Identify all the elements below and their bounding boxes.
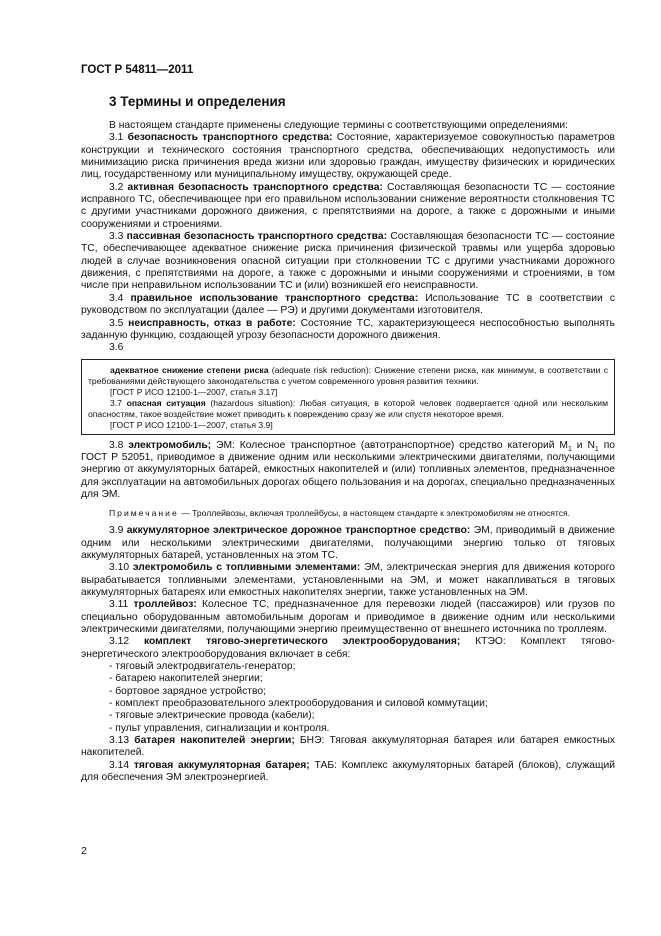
term-3-1 xyxy=(81,132,615,181)
quoted-definitions-box xyxy=(81,359,615,435)
term-name: пассивная безопасность транспортного средства: xyxy=(126,231,388,243)
term-name: неисправность, отказ в работе: xyxy=(128,317,296,329)
box-term: опасная ситуация xyxy=(126,397,206,408)
term-definition-part: и N xyxy=(571,439,595,451)
term-number: 3.12 xyxy=(109,636,130,648)
term-name: правильное использование транспортного средства: xyxy=(130,292,419,304)
term-name: аккумуляторное электрическое дорожное транспортное средство: xyxy=(126,525,471,537)
term-3-10 xyxy=(81,562,615,599)
term-number: 3.1 xyxy=(109,132,124,144)
term-definition: ТАБ: Комплекс аккумуляторных батарей (блоков), служащий для обеспечения ЭМ электроэнергией. xyxy=(81,759,615,784)
term-number: 3.11 xyxy=(109,599,129,611)
box-definition-text: (adequate risk reduction): Снижение степени риска, как минимум, в соответствии с требованиями действующего законодательства с учетом современного уровня развития техники. xyxy=(88,364,609,386)
term-number: 3.10 xyxy=(109,562,130,574)
term-definition: ЭМ, электрическая энергия для движения которого вырабатывается топливными элементами, установленными на ЭМ, и может накапливаться в тяговых аккумуляторных батареях или емкостных накопителях энергии, также установленных на ЭМ. xyxy=(81,562,615,598)
document-code: ГОСТ Р 54811—2011 xyxy=(81,64,194,76)
term-3-14 xyxy=(81,760,615,785)
page-number: 2 xyxy=(81,845,87,857)
box-definition-2 xyxy=(88,398,608,420)
term-name: батарея накопителей энергии; xyxy=(134,735,295,747)
note-paragraph xyxy=(81,508,615,519)
note-text: — Троллейвозы, включая троллейбусы, в настоящем стандарте к электромобилям не относятся. xyxy=(178,508,571,519)
term-name: комплект тягово-энергетического электрооборудования; xyxy=(143,636,461,648)
term-name: электромобиль с топливными элементами: xyxy=(132,562,361,574)
note-label: Примечание xyxy=(109,508,179,519)
term-3-3 xyxy=(81,231,615,293)
term-definition: Составляющая безопасности ТС — состояние исправного ТС, обеспечивающее при его правильном использовании снижение вероятности столкновения ТС с другими участниками дорожного движения, с препятствиями на дороге, а также с дорожными и иными сооружениями и строениями. xyxy=(81,181,615,230)
term-3-11 xyxy=(81,599,615,636)
list-item: - комплект преобразовательного электрооборудования и силовой коммутации; xyxy=(109,698,488,710)
term-number: 3.8 xyxy=(109,439,124,451)
term-3-13 xyxy=(81,735,615,760)
term-definition-part: по ГОСТ Р 52051, приводимое в движение одним или несколькими электрическими двигателями, получающими энергию от аккумуляторных батарей, емкостных накопителей и (или) топливных элементов, предназначенное для эксплуатации на автомобильных дорогах общего пользования и на дорогах, специально предназначенных для ЭМ. xyxy=(81,439,615,500)
term-number: 3.5 xyxy=(109,317,124,329)
term-3-5 xyxy=(81,318,615,343)
box-definition-text: (hazardous situation): Любая ситуация, в которой человек подвергается одной или нескольким опасностям, такое воздействие может приводить к повреждению сразу же или спустя некоторое время. xyxy=(88,397,609,419)
term-3-9 xyxy=(81,525,615,562)
box-reference-2: [ГОСТ Р ИСО 12100-1—2007, статья 3.9] xyxy=(110,419,273,430)
term-definition: Составляющая безопасности ТС — состояние ТС, обеспечивающее адекватное снижение риска причинения физической травмы или ущерба здоровью людей в случае возникновения опасной ситуации при столкновении ТС с другими участниками дорожного движения, с препятствиями на дороге, а также с дорожными и иными сооружениями и строениями, в том числе при неправильном использовании ТС и (или) возникшей его неисправности. xyxy=(81,231,615,292)
term-definition: Колесное ТС, предназначенное для перевозки людей (пассажиров) или грузов по специально оборудованным автомобильным дорогам и приводимое в движение одним или несколькими электрическими двигателями, получающими энергию преимущественно от внешнего источника по троллеям. xyxy=(81,599,615,635)
term-definition-part: ЭМ: Колесное транспортное (автотранспортное) средство категорий M xyxy=(211,439,568,451)
intro-paragraph: В настоящем стандарте применены следующие термины с соответствующими определениями: xyxy=(109,120,569,131)
term-definition: Использование ТС в соответствии с руководством по эксплуатации (далее — РЭ) и другими документами изготовителя. xyxy=(81,292,615,317)
term-3-2 xyxy=(81,182,615,231)
term-3-12 xyxy=(81,636,615,661)
term-number: 3.4 xyxy=(109,292,124,304)
section-title: 3 Термины и определения xyxy=(109,94,286,109)
term-number: 3.3 xyxy=(109,231,124,243)
term-name: безопасность транспортного средства: xyxy=(127,132,333,144)
term-definition: ЭМ, приводимый в движение одним или несколькими электрическими двигателями, получающими энергию только от тяговых аккумуляторных батарей, установленных на этом ТС. xyxy=(81,525,615,561)
term-definition: Состояние, характеризуемое совокупностью параметров конструкции и технического состояния транспортного средства, обеспечивающих недопустимость или минимизацию риска причинения вреда жизни или здоровью граждан, имуществу физических и юридических лиц, государственному или муниципальному имуществу, окружающей среде. xyxy=(81,132,616,181)
box-term-number: 3.7 xyxy=(110,397,122,408)
document-body xyxy=(81,120,615,784)
box-term: адекватное снижение степени риска xyxy=(110,364,269,375)
term-name: троллейвоз: xyxy=(133,599,197,611)
ktéo-components-list xyxy=(81,661,615,735)
note-block xyxy=(81,508,615,519)
term-3-6-number: 3.6 xyxy=(109,342,124,354)
list-item: - батарею накопителей энергии; xyxy=(109,673,263,685)
term-definition: КТЭО: Комплект тягово-энергетического электрооборудования включает в себя: xyxy=(81,636,615,660)
term-number: 3.13 xyxy=(109,735,130,747)
term-3-4 xyxy=(81,293,615,318)
term-number: 3.14 xyxy=(109,759,130,771)
list-item: - пульт управления, сигнализации и контроля. xyxy=(109,722,330,734)
term-name: электромобиль; xyxy=(128,439,212,451)
term-definition: БНЭ: Тяговая аккумуляторная батарея или батарея емкостных накопителей. xyxy=(81,735,615,759)
term-3-8 xyxy=(81,440,615,502)
category-subscript: 1 xyxy=(568,445,572,453)
term-definition: Состояние ТС, характеризующееся неспособностью выполнять заданную функцию, создающей угрозу безопасности дорожного движения. xyxy=(81,317,615,341)
term-number: 3.9 xyxy=(109,525,124,537)
category-subscript: 1 xyxy=(594,445,599,453)
term-name: тяговая аккумуляторная батарея; xyxy=(133,759,310,771)
term-name: активная безопасность транспортного средства: xyxy=(127,181,383,193)
term-number: 3.2 xyxy=(109,181,124,193)
list-item: - тяговый электродвигатель-генератор; xyxy=(109,661,296,673)
box-reference-1: [ГОСТ Р ИСО 12100-1—2007, статья 3.17] xyxy=(110,386,278,397)
list-item: - бортовое зарядное устройство; xyxy=(109,685,266,697)
list-item: - тяговые электрические провода (кабели); xyxy=(109,710,315,722)
box-definition-1 xyxy=(88,365,608,387)
